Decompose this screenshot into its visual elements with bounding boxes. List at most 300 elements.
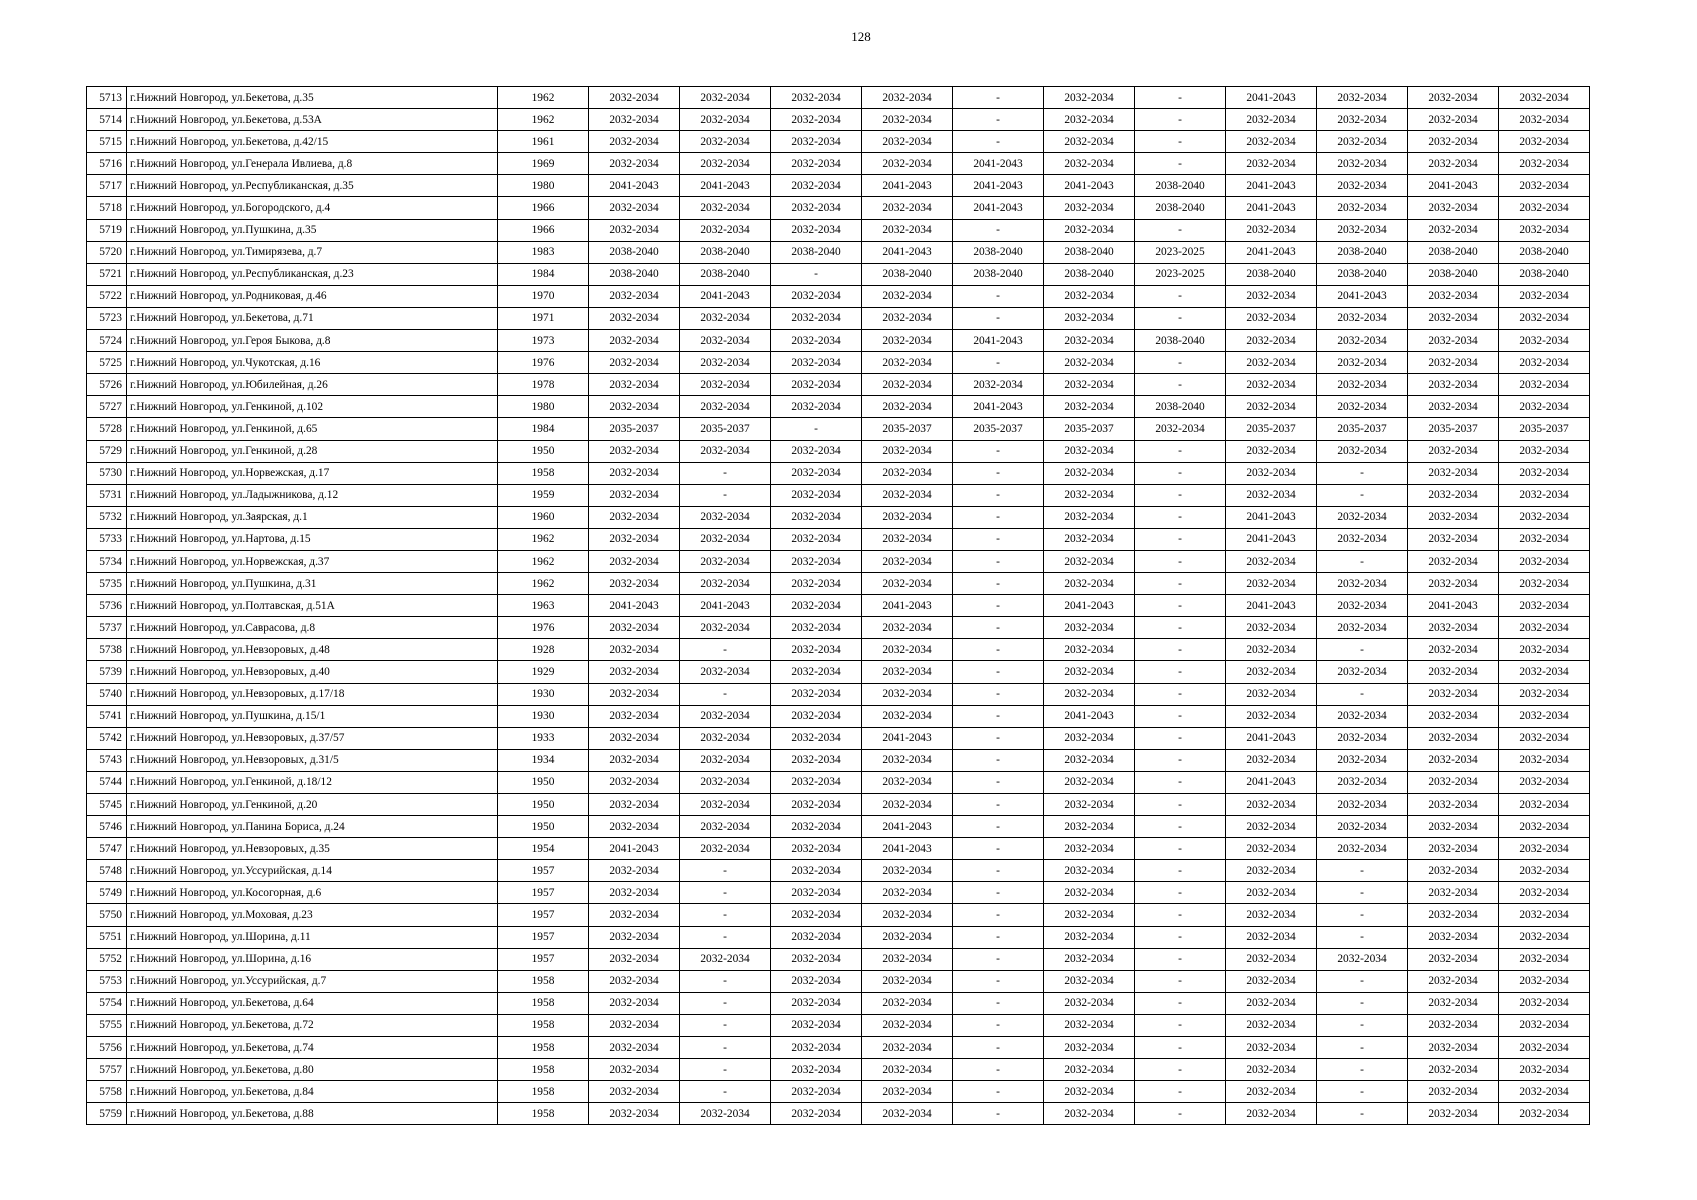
cell-period-10: 2032-2034	[1408, 749, 1499, 771]
table-row	[87, 197, 1590, 219]
cell-build-year: 1957	[498, 860, 589, 882]
cell-build-year: 1933	[498, 727, 589, 749]
cell-period-5: -	[953, 794, 1044, 816]
cell-period-5: 2035-2037	[953, 418, 1044, 440]
cell-period-9: 2032-2034	[1317, 595, 1408, 617]
cell-period-6: 2032-2034	[1044, 462, 1135, 484]
cell-period-2: 2032-2034	[680, 440, 771, 462]
cell-period-1: 2032-2034	[589, 904, 680, 926]
cell-period-5: -	[953, 219, 1044, 241]
cell-period-3: 2032-2034	[771, 926, 862, 948]
cell-row-number: 5718	[87, 197, 127, 219]
cell-period-5: -	[953, 948, 1044, 970]
cell-period-7: -	[1135, 484, 1226, 506]
cell-address: г.Нижний Новгород, ул.Невзоровых, д.17/18	[127, 683, 498, 705]
cell-period-1: 2032-2034	[589, 617, 680, 639]
cell-period-6: 2032-2034	[1044, 639, 1135, 661]
cell-period-8: 2032-2034	[1226, 926, 1317, 948]
table-row	[87, 396, 1590, 418]
cell-period-4: 2035-2037	[862, 418, 953, 440]
cell-period-7: -	[1135, 440, 1226, 462]
cell-period-2: 2041-2043	[680, 175, 771, 197]
cell-period-5: -	[953, 462, 1044, 484]
cell-period-10: 2032-2034	[1408, 639, 1499, 661]
cell-period-11: 2032-2034	[1499, 462, 1590, 484]
cell-period-1: 2041-2043	[589, 838, 680, 860]
table-row	[87, 241, 1590, 263]
cell-period-6: 2032-2034	[1044, 197, 1135, 219]
table-row	[87, 307, 1590, 329]
cell-period-6: 2032-2034	[1044, 794, 1135, 816]
cell-period-1: 2032-2034	[589, 860, 680, 882]
cell-period-4: 2032-2034	[862, 330, 953, 352]
cell-period-6: 2032-2034	[1044, 352, 1135, 374]
cell-period-10: 2032-2034	[1408, 683, 1499, 705]
cell-period-6: 2032-2034	[1044, 816, 1135, 838]
cell-period-4: 2032-2034	[862, 705, 953, 727]
cell-period-10: 2032-2034	[1408, 882, 1499, 904]
table-row	[87, 1059, 1590, 1081]
cell-period-3: 2032-2034	[771, 131, 862, 153]
cell-period-6: 2041-2043	[1044, 175, 1135, 197]
cell-row-number: 5745	[87, 794, 127, 816]
table-row	[87, 352, 1590, 374]
cell-period-7: -	[1135, 550, 1226, 572]
cell-period-5: -	[953, 970, 1044, 992]
cell-period-1: 2032-2034	[589, 749, 680, 771]
cell-period-11: 2035-2037	[1499, 418, 1590, 440]
cell-period-5: -	[953, 506, 1044, 528]
cell-build-year: 1958	[498, 1014, 589, 1036]
cell-period-5: -	[953, 1103, 1044, 1125]
cell-period-9: -	[1317, 683, 1408, 705]
cell-period-10: 2032-2034	[1408, 131, 1499, 153]
cell-period-4: 2032-2034	[862, 440, 953, 462]
cell-period-6: 2032-2034	[1044, 1059, 1135, 1081]
cell-period-6: 2032-2034	[1044, 285, 1135, 307]
cell-address: г.Нижний Новгород, ул.Бекетова, д.42/15	[127, 131, 498, 153]
cell-period-11: 2032-2034	[1499, 87, 1590, 109]
cell-period-3: 2032-2034	[771, 904, 862, 926]
cell-build-year: 1950	[498, 816, 589, 838]
cell-period-8: 2032-2034	[1226, 639, 1317, 661]
cell-period-3: 2032-2034	[771, 219, 862, 241]
cell-period-2: 2032-2034	[680, 727, 771, 749]
cell-period-11: 2032-2034	[1499, 992, 1590, 1014]
cell-period-11: 2032-2034	[1499, 528, 1590, 550]
cell-row-number: 5754	[87, 992, 127, 1014]
cell-period-2: 2032-2034	[680, 749, 771, 771]
cell-period-7: -	[1135, 661, 1226, 683]
cell-period-6: 2032-2034	[1044, 219, 1135, 241]
cell-period-7: -	[1135, 219, 1226, 241]
cell-period-3: 2032-2034	[771, 617, 862, 639]
cell-period-4: 2032-2034	[862, 131, 953, 153]
cell-period-2: -	[680, 683, 771, 705]
cell-period-3: 2032-2034	[771, 175, 862, 197]
cell-address: г.Нижний Новгород, ул.Бекетова, д.64	[127, 992, 498, 1014]
cell-row-number: 5753	[87, 970, 127, 992]
cell-period-6: 2032-2034	[1044, 838, 1135, 860]
cell-period-6: 2032-2034	[1044, 153, 1135, 175]
cell-period-3: 2032-2034	[771, 705, 862, 727]
cell-period-6: 2032-2034	[1044, 771, 1135, 793]
table-row	[87, 374, 1590, 396]
cell-period-10: 2032-2034	[1408, 948, 1499, 970]
cell-period-3: -	[771, 418, 862, 440]
cell-period-8: 2032-2034	[1226, 1081, 1317, 1103]
cell-period-6: 2032-2034	[1044, 396, 1135, 418]
cell-period-3: 2032-2034	[771, 307, 862, 329]
cell-address: г.Нижний Новгород, ул.Пушкина, д.15/1	[127, 705, 498, 727]
cell-period-1: 2032-2034	[589, 1014, 680, 1036]
cell-period-4: 2041-2043	[862, 595, 953, 617]
cell-row-number: 5729	[87, 440, 127, 462]
cell-period-1: 2032-2034	[589, 1059, 680, 1081]
cell-period-1: 2032-2034	[589, 661, 680, 683]
cell-period-2: 2032-2034	[680, 794, 771, 816]
cell-period-6: 2032-2034	[1044, 87, 1135, 109]
cell-period-4: 2032-2034	[862, 374, 953, 396]
cell-period-4: 2032-2034	[862, 661, 953, 683]
cell-period-5: -	[953, 727, 1044, 749]
cell-period-9: -	[1317, 970, 1408, 992]
cell-period-5: -	[953, 131, 1044, 153]
cell-build-year: 1950	[498, 771, 589, 793]
cell-address: г.Нижний Новгород, ул.Уссурийская, д.14	[127, 860, 498, 882]
cell-period-10: 2038-2040	[1408, 241, 1499, 263]
cell-row-number: 5743	[87, 749, 127, 771]
cell-address: г.Нижний Новгород, ул.Чукотская, д.16	[127, 352, 498, 374]
cell-period-10: 2041-2043	[1408, 175, 1499, 197]
cell-period-3: 2032-2034	[771, 816, 862, 838]
cell-period-1: 2032-2034	[589, 528, 680, 550]
cell-period-9: 2032-2034	[1317, 352, 1408, 374]
cell-period-9: 2032-2034	[1317, 948, 1408, 970]
table-row	[87, 904, 1590, 926]
cell-period-7: -	[1135, 705, 1226, 727]
cell-period-7: 2032-2034	[1135, 418, 1226, 440]
table-row	[87, 1081, 1590, 1103]
cell-period-4: 2032-2034	[862, 882, 953, 904]
cell-period-3: 2032-2034	[771, 794, 862, 816]
cell-period-11: 2032-2034	[1499, 926, 1590, 948]
cell-period-10: 2032-2034	[1408, 860, 1499, 882]
cell-period-11: 2032-2034	[1499, 904, 1590, 926]
cell-row-number: 5727	[87, 396, 127, 418]
cell-period-8: 2032-2034	[1226, 860, 1317, 882]
cell-period-10: 2032-2034	[1408, 617, 1499, 639]
cell-period-8: 2032-2034	[1226, 573, 1317, 595]
cell-period-7: -	[1135, 727, 1226, 749]
cell-period-5: -	[953, 1014, 1044, 1036]
cell-period-4: 2032-2034	[862, 462, 953, 484]
cell-period-1: 2032-2034	[589, 573, 680, 595]
cell-period-3: 2032-2034	[771, 1037, 862, 1059]
cell-period-2: -	[680, 1081, 771, 1103]
cell-period-11: 2038-2040	[1499, 241, 1590, 263]
cell-period-4: 2032-2034	[862, 771, 953, 793]
cell-period-4: 2032-2034	[862, 1103, 953, 1125]
cell-address: г.Нижний Новгород, ул.Республиканская, д.23	[127, 263, 498, 285]
cell-period-7: -	[1135, 838, 1226, 860]
cell-build-year: 1957	[498, 926, 589, 948]
cell-build-year: 1930	[498, 683, 589, 705]
cell-period-3: 2032-2034	[771, 352, 862, 374]
cell-period-2: -	[680, 992, 771, 1014]
cell-period-6: 2041-2043	[1044, 595, 1135, 617]
cell-row-number: 5751	[87, 926, 127, 948]
cell-build-year: 1957	[498, 882, 589, 904]
cell-period-6: 2032-2034	[1044, 506, 1135, 528]
cell-period-8: 2032-2034	[1226, 992, 1317, 1014]
cell-period-8: 2032-2034	[1226, 440, 1317, 462]
cell-period-5: -	[953, 1037, 1044, 1059]
table-row	[87, 816, 1590, 838]
cell-period-7: -	[1135, 462, 1226, 484]
cell-period-6: 2032-2034	[1044, 904, 1135, 926]
cell-period-8: 2032-2034	[1226, 1037, 1317, 1059]
table-row	[87, 595, 1590, 617]
cell-period-8: 2041-2043	[1226, 506, 1317, 528]
cell-period-3: 2032-2034	[771, 506, 862, 528]
cell-period-6: 2041-2043	[1044, 705, 1135, 727]
cell-address: г.Нижний Новгород, ул.Бекетова, д.71	[127, 307, 498, 329]
table-row	[87, 462, 1590, 484]
cell-period-1: 2032-2034	[589, 374, 680, 396]
cell-period-1: 2032-2034	[589, 352, 680, 374]
cell-address: г.Нижний Новгород, ул.Республиканская, д.35	[127, 175, 498, 197]
cell-period-11: 2032-2034	[1499, 550, 1590, 572]
cell-period-10: 2032-2034	[1408, 1081, 1499, 1103]
cell-period-2: 2035-2037	[680, 418, 771, 440]
cell-period-5: -	[953, 617, 1044, 639]
cell-row-number: 5739	[87, 661, 127, 683]
cell-period-3: 2032-2034	[771, 484, 862, 506]
cell-period-10: 2032-2034	[1408, 374, 1499, 396]
cell-period-4: 2032-2034	[862, 794, 953, 816]
table-row	[87, 550, 1590, 572]
cell-build-year: 1962	[498, 550, 589, 572]
cell-address: г.Нижний Новгород, ул.Норвежская, д.37	[127, 550, 498, 572]
cell-period-2: 2032-2034	[680, 153, 771, 175]
cell-period-2: -	[680, 639, 771, 661]
cell-period-5: -	[953, 550, 1044, 572]
cell-period-10: 2032-2034	[1408, 219, 1499, 241]
cell-period-7: -	[1135, 860, 1226, 882]
cell-address: г.Нижний Новгород, ул.Саврасова, д.8	[127, 617, 498, 639]
cell-period-2: 2032-2034	[680, 550, 771, 572]
cell-build-year: 1958	[498, 462, 589, 484]
cell-period-4: 2032-2034	[862, 1014, 953, 1036]
cell-period-4: 2038-2040	[862, 263, 953, 285]
cell-period-3: 2032-2034	[771, 396, 862, 418]
cell-build-year: 1958	[498, 1037, 589, 1059]
cell-period-1: 2032-2034	[589, 506, 680, 528]
cell-period-2: 2032-2034	[680, 87, 771, 109]
cell-period-11: 2032-2034	[1499, 727, 1590, 749]
cell-period-11: 2032-2034	[1499, 816, 1590, 838]
cell-period-5: 2041-2043	[953, 396, 1044, 418]
cell-period-5: -	[953, 285, 1044, 307]
cell-row-number: 5737	[87, 617, 127, 639]
cell-build-year: 1984	[498, 418, 589, 440]
cell-row-number: 5732	[87, 506, 127, 528]
cell-period-2: 2032-2034	[680, 219, 771, 241]
cell-period-11: 2032-2034	[1499, 948, 1590, 970]
cell-period-3: 2032-2034	[771, 109, 862, 131]
cell-period-1: 2032-2034	[589, 396, 680, 418]
cell-period-1: 2032-2034	[589, 970, 680, 992]
cell-period-10: 2032-2034	[1408, 838, 1499, 860]
cell-period-8: 2032-2034	[1226, 816, 1317, 838]
cell-period-3: 2032-2034	[771, 1081, 862, 1103]
cell-build-year: 1950	[498, 794, 589, 816]
cell-period-3: 2032-2034	[771, 573, 862, 595]
cell-period-3: 2032-2034	[771, 970, 862, 992]
cell-period-11: 2032-2034	[1499, 506, 1590, 528]
cell-period-9: 2032-2034	[1317, 87, 1408, 109]
table-row	[87, 506, 1590, 528]
table-row	[87, 926, 1590, 948]
cell-period-3: 2032-2034	[771, 153, 862, 175]
cell-period-5: -	[953, 992, 1044, 1014]
cell-period-9: -	[1317, 882, 1408, 904]
cell-period-1: 2032-2034	[589, 771, 680, 793]
cell-period-10: 2032-2034	[1408, 484, 1499, 506]
cell-period-7: -	[1135, 131, 1226, 153]
cell-period-11: 2032-2034	[1499, 838, 1590, 860]
cell-period-5: -	[953, 109, 1044, 131]
cell-period-1: 2032-2034	[589, 131, 680, 153]
cell-period-10: 2032-2034	[1408, 970, 1499, 992]
cell-period-7: -	[1135, 749, 1226, 771]
cell-period-8: 2032-2034	[1226, 550, 1317, 572]
cell-period-11: 2032-2034	[1499, 794, 1590, 816]
cell-period-2: 2032-2034	[680, 948, 771, 970]
table-row	[87, 661, 1590, 683]
table-row	[87, 573, 1590, 595]
table-row	[87, 440, 1590, 462]
cell-period-5: -	[953, 595, 1044, 617]
cell-period-5: -	[953, 87, 1044, 109]
cell-period-7: -	[1135, 794, 1226, 816]
cell-address: г.Нижний Новгород, ул.Пушкина, д.31	[127, 573, 498, 595]
cell-address: г.Нижний Новгород, ул.Родниковая, д.46	[127, 285, 498, 307]
cell-row-number: 5726	[87, 374, 127, 396]
cell-build-year: 1928	[498, 639, 589, 661]
cell-period-11: 2032-2034	[1499, 307, 1590, 329]
cell-period-11: 2032-2034	[1499, 352, 1590, 374]
cell-period-10: 2032-2034	[1408, 197, 1499, 219]
cell-build-year: 1971	[498, 307, 589, 329]
cell-address: г.Нижний Новгород, ул.Бекетова, д.74	[127, 1037, 498, 1059]
table-row	[87, 219, 1590, 241]
cell-period-10: 2032-2034	[1408, 396, 1499, 418]
cell-period-7: 2038-2040	[1135, 197, 1226, 219]
cell-period-8: 2041-2043	[1226, 197, 1317, 219]
cell-period-3: 2032-2034	[771, 197, 862, 219]
cell-period-9: 2032-2034	[1317, 109, 1408, 131]
cell-period-4: 2041-2043	[862, 816, 953, 838]
cell-period-1: 2032-2034	[589, 197, 680, 219]
cell-period-8: 2041-2043	[1226, 87, 1317, 109]
cell-address: г.Нижний Новгород, ул.Невзоровых, д.35	[127, 838, 498, 860]
cell-period-7: -	[1135, 926, 1226, 948]
cell-period-4: 2032-2034	[862, 197, 953, 219]
table-row	[87, 175, 1590, 197]
cell-row-number: 5757	[87, 1059, 127, 1081]
table-row	[87, 771, 1590, 793]
cell-period-8: 2041-2043	[1226, 528, 1317, 550]
cell-address: г.Нижний Новгород, ул.Шорина, д.16	[127, 948, 498, 970]
cell-period-6: 2032-2034	[1044, 683, 1135, 705]
cell-period-11: 2032-2034	[1499, 595, 1590, 617]
cell-period-9: 2038-2040	[1317, 241, 1408, 263]
cell-period-7: -	[1135, 374, 1226, 396]
cell-period-7: -	[1135, 528, 1226, 550]
cell-period-5: -	[953, 904, 1044, 926]
cell-period-9: -	[1317, 484, 1408, 506]
cell-period-11: 2032-2034	[1499, 1037, 1590, 1059]
cell-period-3: 2032-2034	[771, 550, 862, 572]
cell-period-7: -	[1135, 771, 1226, 793]
cell-period-8: 2032-2034	[1226, 352, 1317, 374]
table-row	[87, 484, 1590, 506]
table-row	[87, 860, 1590, 882]
cell-period-9: 2032-2034	[1317, 175, 1408, 197]
cell-period-2: 2032-2034	[680, 816, 771, 838]
cell-period-8: 2032-2034	[1226, 307, 1317, 329]
cell-period-4: 2032-2034	[862, 285, 953, 307]
cell-period-10: 2032-2034	[1408, 87, 1499, 109]
cell-row-number: 5720	[87, 241, 127, 263]
cell-period-4: 2032-2034	[862, 926, 953, 948]
cell-period-9: 2032-2034	[1317, 794, 1408, 816]
cell-period-9: 2032-2034	[1317, 816, 1408, 838]
cell-period-1: 2032-2034	[589, 219, 680, 241]
cell-period-9: -	[1317, 462, 1408, 484]
cell-build-year: 1950	[498, 440, 589, 462]
cell-period-1: 2032-2034	[589, 484, 680, 506]
cell-row-number: 5716	[87, 153, 127, 175]
cell-period-5: -	[953, 926, 1044, 948]
cell-period-2: -	[680, 926, 771, 948]
cell-period-6: 2038-2040	[1044, 241, 1135, 263]
cell-period-4: 2032-2034	[862, 528, 953, 550]
cell-period-11: 2032-2034	[1499, 683, 1590, 705]
cell-period-11: 2032-2034	[1499, 1059, 1590, 1081]
cell-period-2: 2032-2034	[680, 528, 771, 550]
cell-period-4: 2032-2034	[862, 506, 953, 528]
table-row	[87, 1014, 1590, 1036]
cell-period-11: 2032-2034	[1499, 285, 1590, 307]
cell-period-1: 2032-2034	[589, 816, 680, 838]
cell-period-11: 2038-2040	[1499, 263, 1590, 285]
cell-period-1: 2032-2034	[589, 330, 680, 352]
cell-period-9: -	[1317, 992, 1408, 1014]
table-row	[87, 749, 1590, 771]
cell-period-3: 2032-2034	[771, 595, 862, 617]
cell-period-1: 2032-2034	[589, 285, 680, 307]
cell-build-year: 1966	[498, 197, 589, 219]
cell-period-6: 2032-2034	[1044, 617, 1135, 639]
cell-period-3: 2032-2034	[771, 882, 862, 904]
cell-period-9: 2032-2034	[1317, 330, 1408, 352]
cell-period-6: 2032-2034	[1044, 948, 1135, 970]
cell-build-year: 1984	[498, 263, 589, 285]
cell-period-1: 2032-2034	[589, 153, 680, 175]
